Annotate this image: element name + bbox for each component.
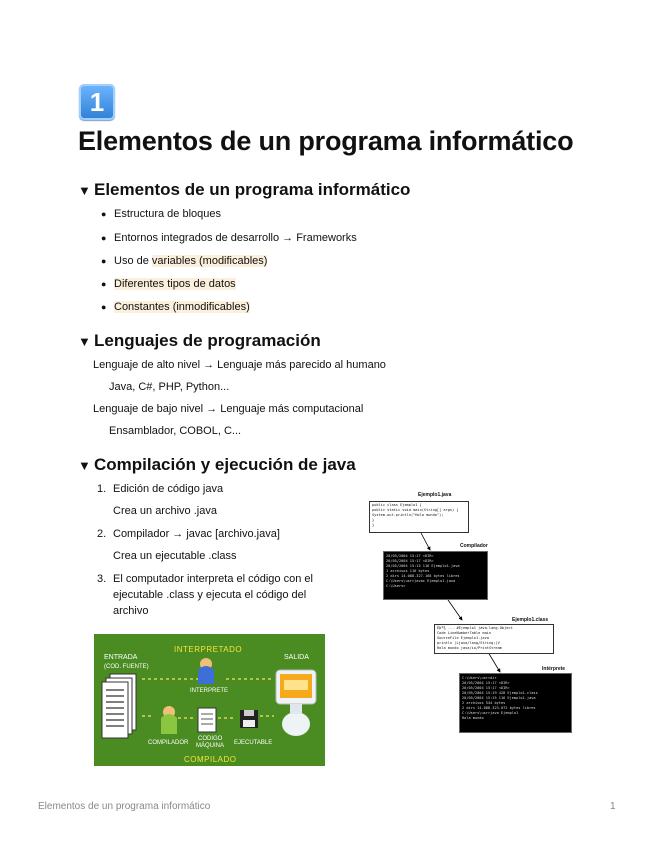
bullet-icon: ● (101, 279, 107, 289)
bullet-icon: ● (101, 256, 107, 266)
diagram-terminal-compile: 20/05/2004 15:17 <DIR> 20/05/2004 15:17 <DIR> 20/05/2004 15:15 116 Ejemplo1.java 1 archivos 116 bytes 2 dirs 14.088.327.168 bytes libres C:\Users\usr>javac Ejemplo1.java C:\Users> (383, 551, 488, 600)
label-salida: SALIDA (284, 654, 309, 661)
section-title: Elementos de un programa informático (94, 180, 411, 199)
list-item: 1. Edición de código java (97, 483, 224, 495)
label-compilador: COMPILADOR (148, 740, 189, 746)
diagram-title-interprete: Intérprete (542, 666, 566, 672)
label-ejecutable: EJECUTABLE (234, 740, 273, 746)
list-item: ● Uso de variables (modificables) (101, 255, 268, 267)
list-item: ● Entornos integrados de desarrollo → Frameworks (101, 232, 357, 244)
diagram-class-box: Êþº¾ ... #Ejemplo1 java.lang.Object Code LineNumberTable main SourceFile Ejemplo1.java println (Ljava/lang/String;)V Hola mundo java/io/PrintStream (434, 624, 554, 654)
label-compilado: COMPILADO (184, 755, 237, 764)
bullet-icon: ● (101, 302, 107, 312)
diagram-terminal-run: C:\Users\usr>dir 20/05/2004 15:17 <DIR> 20/05/2004 15:17 <DIR> 20/05/2004 15:19 428 Ejemplo1.class 20/05/2004 15:15 116 Ejemplo1.java 2 archivos 544 bytes 2 dirs 14.088.323.072 bytes libres C:\Users\usr>java Ejemplo1 Hola mundo (459, 673, 572, 733)
text-line: Crea un ejecutable .class (113, 550, 237, 562)
label-maquina: MÁQUINA (196, 743, 225, 749)
text-line: Crea un archivo .java (113, 505, 217, 517)
highlighted-text: Diferentes tipos de datos (114, 278, 236, 290)
label-interprete: INTERPRETE (190, 688, 229, 694)
compile-interpret-illustration (94, 634, 325, 766)
text-line: Lenguaje de alto nivel → Lenguaje más parecido al humano (93, 359, 386, 371)
section-number-badge: 1 (79, 84, 115, 120)
section-heading-compilacion[interactable] (78, 455, 356, 475)
bullet-icon: ● (101, 233, 107, 243)
section-title: Lenguajes de programación (94, 331, 321, 350)
section-heading-lenguajes[interactable] (78, 331, 321, 351)
diagram-title-java: Ejemplo1.java (418, 492, 452, 498)
diagram-code-box: public class Ejemplo1 { public static void main(String[] args) { System.out.println("Hola mundo"); } } (369, 501, 469, 533)
highlighted-text: variables (modificables) (151, 255, 268, 267)
list-item (101, 278, 236, 290)
text-line: ejecutable .class y ejecuta el código del (113, 589, 307, 601)
collapse-triangle-icon[interactable]: ▼ (78, 334, 91, 349)
text-line: Lenguaje de bajo nivel → Lenguaje más computacional (93, 403, 364, 415)
page-title: Elementos de un programa informático (78, 126, 574, 156)
diagram-title-class: Ejemplo1.class (512, 617, 549, 623)
section-title: Compilación y ejecución de java (94, 455, 356, 474)
list-item: ● Estructura de bloques (101, 208, 222, 220)
list-item: 3. El computador interpreta el código con el (97, 573, 313, 585)
bullet-icon: ● (101, 209, 107, 219)
label-cod-fuente: (COD. FUENTE) (104, 664, 149, 670)
section-heading-elementos[interactable] (78, 180, 410, 200)
text-line: Ensamblador, COBOL, C... (109, 425, 242, 437)
label-entrada: ENTRADA (104, 654, 138, 661)
list-item (101, 301, 250, 313)
footer-title: Elementos de un programa informático (38, 801, 211, 812)
label-codigo: CODIGO (198, 736, 223, 742)
collapse-triangle-icon[interactable]: ▼ (78, 458, 91, 473)
text-line: Java, C#, PHP, Python... (109, 381, 230, 393)
list-item: 2. Compilador → javac [archivo.java] (97, 528, 280, 540)
diagram-title-compilador: Compilador (460, 543, 488, 549)
collapse-triangle-icon[interactable]: ▼ (78, 183, 91, 198)
highlighted-text: Constantes (inmodificables) (114, 301, 250, 313)
text-line: archivo (113, 605, 149, 617)
label-interpretado: INTERPRETADO (174, 645, 243, 654)
page-number: 1 (610, 801, 616, 812)
